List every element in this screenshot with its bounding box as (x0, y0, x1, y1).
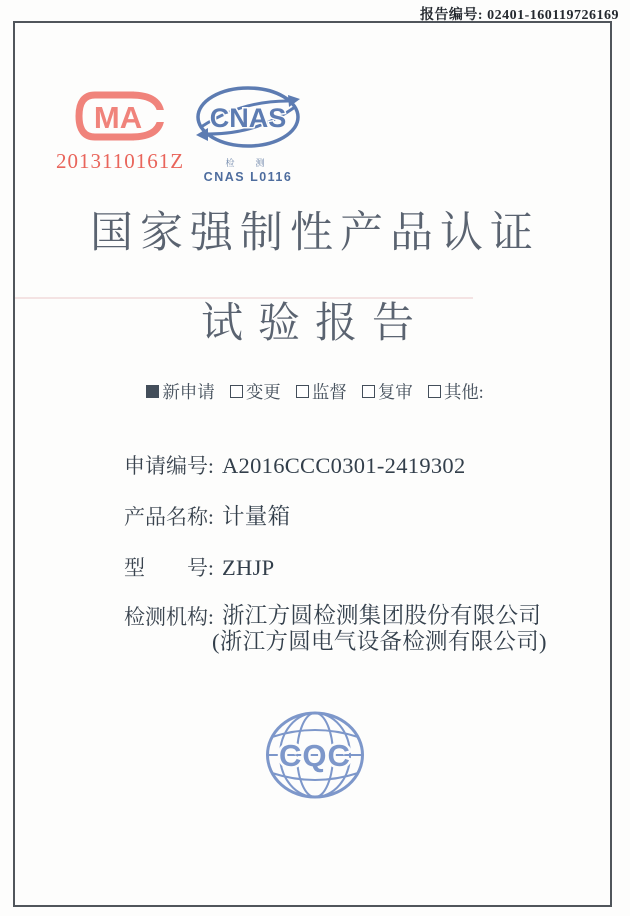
checkbox-label: 其他: (443, 382, 484, 402)
checkbox-unchecked-icon (230, 385, 243, 398)
cma-logo-icon (74, 90, 166, 142)
cnas-logo-text: CNAS (209, 103, 287, 133)
checkbox-label: 复审 (377, 382, 413, 402)
product-name-field (124, 503, 290, 531)
product-name-value: 计量箱 (222, 504, 291, 529)
checkbox-label: 变更 (245, 382, 281, 402)
checkbox-unchecked-icon (428, 385, 441, 398)
report-title: 国家强制性产品认证 (90, 210, 540, 257)
test-agency-line2: (浙江方圆电气设备检测有限公司) (212, 629, 547, 654)
checkbox-label: 监督 (311, 382, 347, 402)
cqc-logo-text: CQC (279, 738, 351, 773)
cma-accreditation-block (50, 90, 190, 174)
model-value: ZHJP (222, 555, 275, 580)
checkbox-other (428, 379, 484, 404)
checkbox-unchecked-icon (362, 385, 375, 398)
field-label: 型 号: (124, 556, 214, 580)
cnas-caption-testing: 检 测 (225, 158, 271, 168)
field-label: 产品名称: (124, 505, 214, 529)
application-type-row (0, 379, 630, 404)
cnas-logo-icon (194, 84, 302, 150)
application-number-field (124, 452, 466, 480)
model-field (124, 554, 274, 582)
report-number-label: 报告编号: (419, 8, 484, 23)
checkbox-label: 新申请 (162, 382, 215, 402)
test-agency-line1: 浙江方圆检测集团股份有限公司 (222, 603, 542, 628)
cma-certificate-number: 2013110161Z (55, 149, 185, 173)
report-subtitle: 试验报告 (200, 301, 429, 347)
checkbox-unchecked-icon (296, 385, 309, 398)
cma-logo-text: MA (93, 100, 143, 135)
checkbox-review (362, 379, 413, 404)
field-label: 申请编号: (124, 454, 214, 478)
checkbox-new-application (146, 379, 215, 404)
checkbox-supervision (296, 379, 347, 404)
cqc-logo-block (265, 710, 365, 800)
cnas-accreditation-block (192, 84, 304, 184)
cqc-globe-icon (265, 710, 365, 800)
cnas-accreditation-number: CNAS L0116 (203, 170, 293, 184)
checkbox-change (230, 379, 281, 404)
checkbox-checked-icon (146, 385, 159, 398)
report-number-value: 02401-160119726169 (487, 8, 619, 23)
field-label: 检测机构: (124, 605, 214, 629)
test-agency-value (212, 603, 547, 655)
application-number-value: A2016CCC0301-2419302 (222, 453, 466, 478)
test-agency-field (124, 603, 547, 655)
